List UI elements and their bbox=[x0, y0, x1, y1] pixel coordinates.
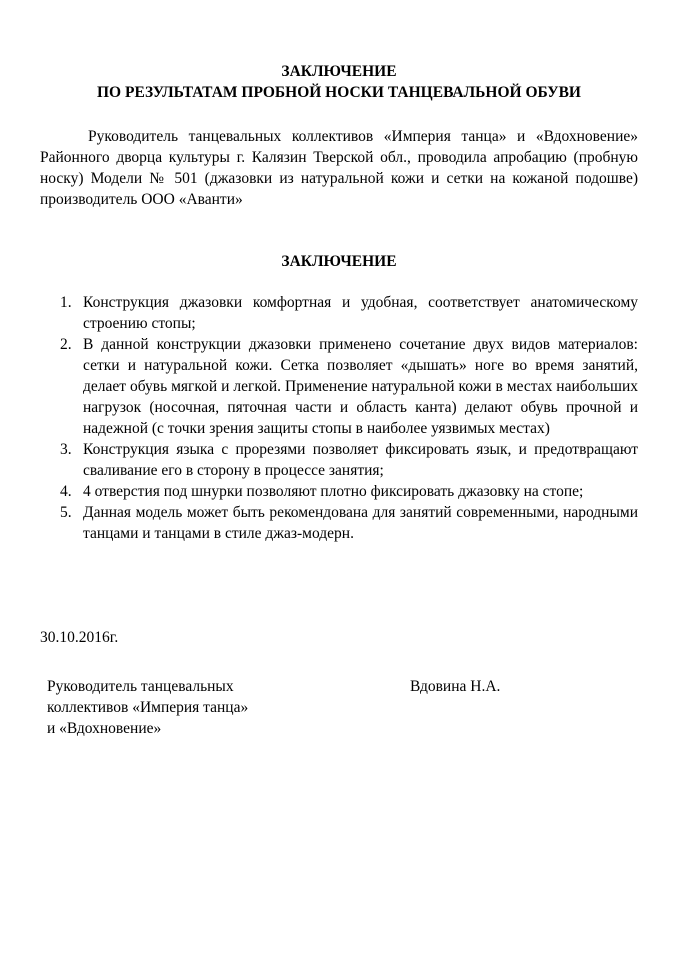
signatory-role-line: Руководитель танцевальных bbox=[47, 678, 234, 695]
list-item bbox=[40, 502, 638, 544]
intro-paragraph: Руководитель танцевальных коллективов «Империя танца» и «Вдохновение» Районного дворца культуры г. Калязин Тверской обл., проводила апробацию (пробную носку) Модели № 501 (джазовки из натуральной кожи и сетки на кожаной подошве) производитель ООО «Аванти» bbox=[40, 128, 638, 208]
signatory-role-line: коллективов «Империя танца» bbox=[47, 699, 249, 716]
list-item-number: 1. bbox=[60, 294, 72, 311]
list-item-text: Данная модель может быть рекомендована для занятий современными, народными танцами и танцами в стиле джаз-модерн. bbox=[83, 504, 638, 542]
list-item-text: Конструкция джазовки комфортная и удобная, соответствует анатомическому строению стопы; bbox=[83, 294, 638, 332]
conclusions-list bbox=[40, 292, 638, 544]
document-title: ЗАКЛЮЧЕНИЕ bbox=[281, 63, 397, 80]
document-subtitle: ПО РЕЗУЛЬТАТАМ ПРОБНОЙ НОСКИ ТАНЦЕВАЛЬНОЙ ОБУВИ bbox=[97, 84, 581, 101]
list-item-text: Конструкция языка с прорезями позволяет фиксировать язык, и предотвращают сваливание его в сторону в процессе занятия; bbox=[83, 441, 638, 479]
document-date: 30.10.2016г. bbox=[40, 629, 119, 646]
list-item bbox=[40, 481, 638, 502]
list-item bbox=[40, 439, 638, 481]
list-item-number: 4. bbox=[60, 483, 72, 500]
list-item-number: 3. bbox=[60, 441, 72, 458]
list-item-text: 4 отверстия под шнурки позволяют плотно фиксировать джазовку на стопе; bbox=[83, 483, 584, 500]
list-item-text: В данной конструкции джазовки применено сочетание двух видов материалов: сетки и натуральной кожи. Сетка позволяет «дышать» ноге во время занятий, делает обувь мягкой и легкой. Применение натуральной кожи в местах наибольших нагрузок (носочная, пяточная части и область канта) делают обувь прочной и надежной (с точки зрения защиты стопы в наиболее уязвимых местах) bbox=[83, 336, 638, 437]
list-item-number: 5. bbox=[60, 504, 72, 521]
list-item bbox=[40, 334, 638, 439]
signatory-name: Вдовина Н.А. bbox=[410, 678, 501, 695]
section-title: ЗАКЛЮЧЕНИЕ bbox=[281, 253, 397, 270]
list-item bbox=[40, 292, 638, 334]
list-item-number: 2. bbox=[60, 336, 72, 353]
signatory-role-line: и «Вдохновение» bbox=[47, 720, 162, 737]
signatory-role bbox=[47, 676, 248, 739]
